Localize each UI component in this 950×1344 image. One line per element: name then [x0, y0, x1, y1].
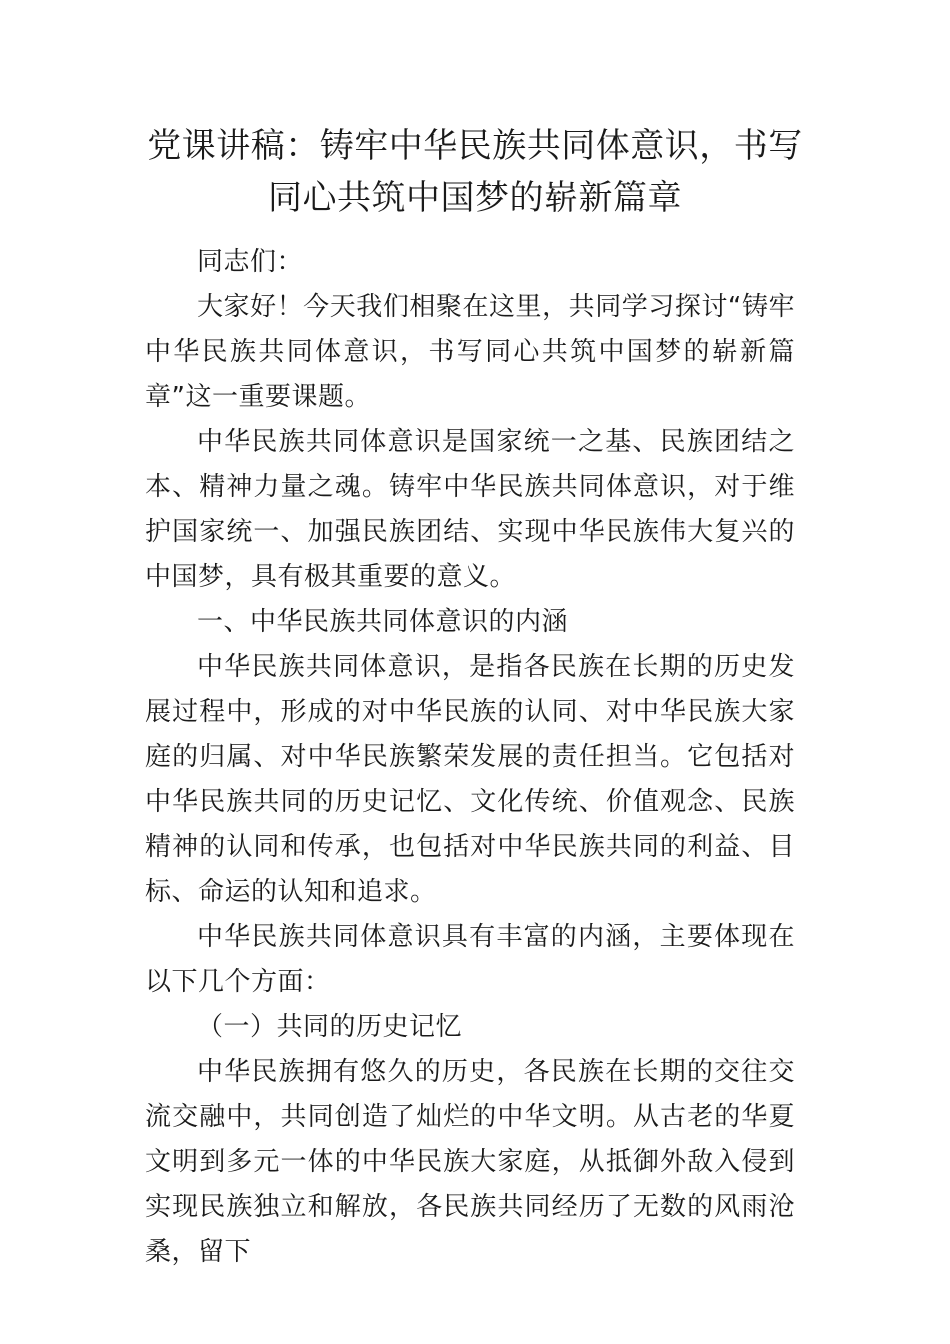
section-heading-1: 一、中华民族共同体意识的内涵: [197, 607, 569, 637]
paragraph-history: 中华民族拥有悠久的历史，各民族在长期的交往交流交融中，共同创造了灿烂的中华文明。从古老的华夏文明到多元一体的中华民族大家庭，从抵御外敌入侵到实现民族独立和解放，各民族共同经历了无数的风雨沧桑，留下: [145, 1057, 795, 1267]
paragraph-connotation-intro: 中华民族共同体意识具有丰富的内涵，主要体现在以下几个方面：: [145, 922, 795, 997]
paragraph-definition: 中华民族共同体意识，是指各民族在长期的历史发展过程中，形成的对中华民族的认同、对中华民族大家庭的归属、对中华民族繁荣发展的责任担当。它包括对中华民族共同的历史记忆、文化传统、价值观念、民族精神的认同和传承，也包括对中华民族共同的利益、目标、命运的认知和追求。: [145, 652, 795, 907]
page-title: 党课讲稿：铸牢中华民族共同体意识，书写同心共筑中国梦的崭新篇章: [147, 126, 803, 218]
document-body: [145, 240, 795, 1275]
salutation: 同志们：: [197, 247, 304, 277]
subsection-heading-1: （一）共同的历史记忆: [197, 1012, 463, 1042]
paragraph-significance: 中华民族共同体意识是国家统一之基、民族团结之本、精神力量之魂。铸牢中华民族共同体意识，对于维护国家统一、加强民族团结、实现中华民族伟大复兴的中国梦，具有极其重要的意义。: [145, 427, 795, 592]
paragraph-greeting: 大家好！今天我们相聚在这里，共同学习探讨“铸牢中华民族共同体意识，书写同心共筑中国梦的崭新篇章”这一重要课题。: [145, 292, 795, 412]
